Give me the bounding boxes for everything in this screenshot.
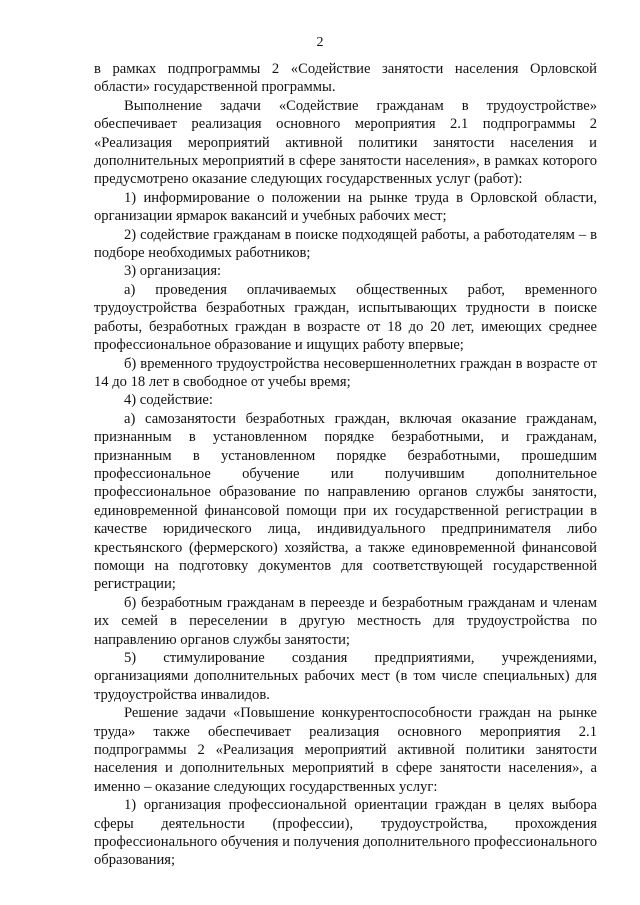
- paragraph: 3) организация:: [124, 263, 222, 280]
- paragraph: 5) стимулирование создания предприятиями, учреждениями, организациями дополнительных рабочих мест (в том числе специальных) для трудоустройства инвалидов.: [94, 650, 597, 703]
- paragraph: 1) информирование о положении на рынке труда в Орловской области, организации ярмарок вакансий и учебных рабочих мест;: [94, 189, 597, 225]
- paragraph: 4) содействие:: [124, 392, 213, 409]
- document-body: [94, 60, 597, 870]
- page-number: 2: [316, 35, 324, 50]
- paragraph: б) временного трудоустройства несовершеннолетних граждан в возрасте от 14 до 18 лет в свободное от учебы время;: [94, 355, 597, 390]
- paragraph: 2) содействие гражданам в поиске подходящей работы, а работодателям – в подборе необходимых работников;: [94, 226, 597, 262]
- paragraph: в рамках подпрограммы 2 «Содействие занятости населения Орловской области» государственной программы.: [94, 61, 597, 96]
- paragraph: Выполнение задачи «Содействие гражданам в трудоустройстве» обеспечивает реализация основного мероприятия 2.1 подпрограммы 2 «Реализация мероприятий активной политики занятости населения и дополнительных мероприятий в сфере занятости населения», в рамках которого предусмотрено оказание следующих государственных услуг (работ):: [94, 97, 597, 188]
- paragraph: а) самозанятости безработных граждан, включая оказание гражданам, признанным в установленном порядке безработными, и гражданам, признанным в установленном порядке безработными, прошедшим профессиональное обучение или получившим дополнительное профессиональное образование по направлению органов службы занятости, единовременной финансовой помощи при их государственной регистрации в качестве юридического лица, индивидуального предпринимателя либо крестьянского (фермерского) хозяйства, а также единовременной финансовой помощи на подготовку документов для соответствующей государственной регистрации;: [94, 410, 597, 593]
- paragraph: 1) организация профессиональной ориентации граждан в целях выбора сферы деятельности (профессии), трудоустройства, прохождения профессионального обучения и получения дополнительного профессионального образования;: [94, 797, 597, 869]
- paragraph: б) безработным гражданам в переезде и безработным гражданам и членам их семей в переселении в другую местность для трудоустройства по направлению органов службы занятости;: [94, 594, 597, 648]
- paragraph: а) проведения оплачиваемых общественных работ, временного трудоустройства безработных граждан, испытывающих трудности в поиске работы, безработных граждан в возрасте от 18 до 20 лет, имеющих среднее профессиональное образование и ищущих работу впервые;: [94, 281, 597, 354]
- paragraph: Решение задачи «Повышение конкурентоспособности граждан на рынке труда» также обеспечивает реализация основного мероприятия 2.1 подпрограммы 2 «Реализация мероприятий активной политики занятости населения и дополнительных мероприятий в сфере занятости населения», а именно – оказание следующих государственных услуг:: [94, 705, 597, 795]
